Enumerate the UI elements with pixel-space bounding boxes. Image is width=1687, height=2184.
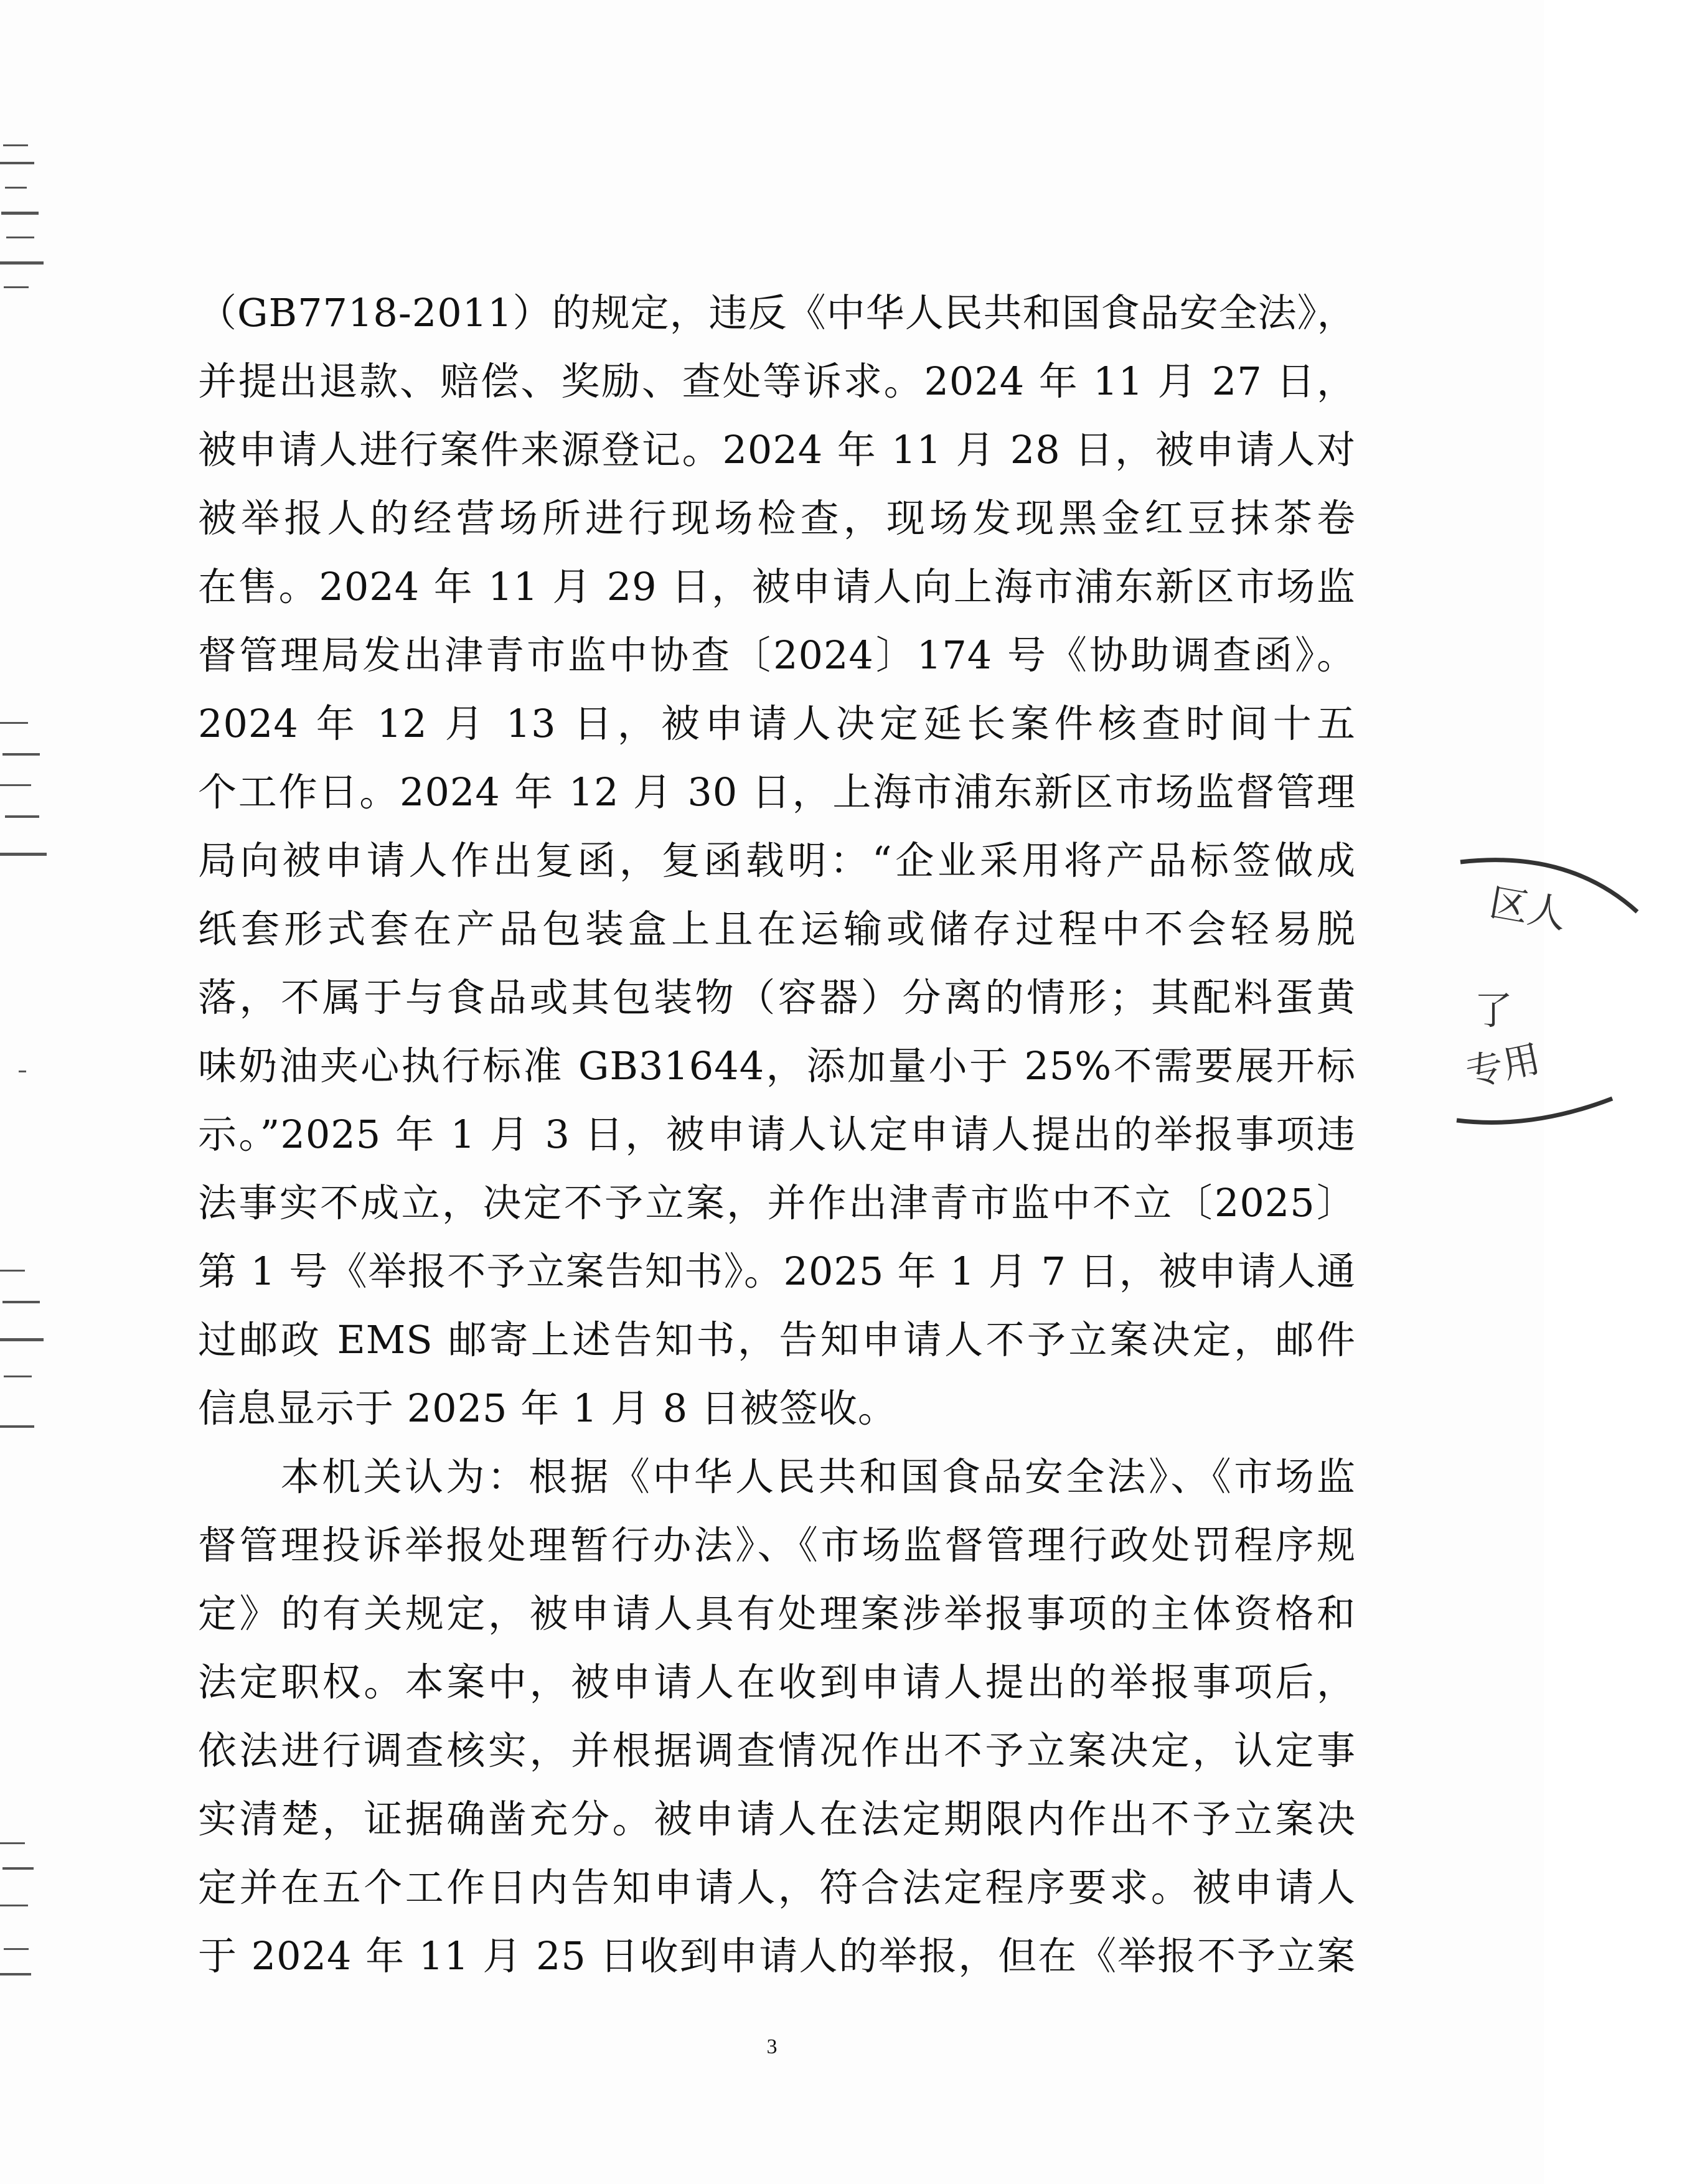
text-line: 纸套形式套在产品包装盒上且在运输或储存过程中不会轻易脱 (198, 906, 1356, 952)
text-line: 示。”2025 年 1 月 3 日，被申请人认定申请人提出的举报事项违 (198, 1112, 1356, 1157)
text-line: 督管理投诉举报处理暂行办法》、《市场监督管理行政处罚程序规 (198, 1522, 1356, 1568)
text-line: 在售。2024 年 11 月 29 日，被申请人向上海市浦东新区市场监 (198, 564, 1356, 609)
text-line: 2024 年 12 月 13 日，被申请人决定延长案件核查时间十五 (198, 701, 1356, 746)
page-number: 3 (766, 2035, 778, 2058)
text-line: 味奶油夹心执行标准 GB31644，添加量小于 25%不需要展开标 (198, 1043, 1356, 1089)
svg-text:了: 了 (1474, 988, 1513, 1033)
text-line: 于 2024 年 11 月 25 日收到申请人的举报，但在《举报不予立案 (198, 1933, 1356, 1979)
text-line: 过邮政 EMS 邮寄上述告知书，告知申请人不予立案决定，邮件 (198, 1317, 1356, 1362)
text-line: 第 1 号《举报不予立案告知书》。2025 年 1 月 7 日，被申请人通 (198, 1249, 1356, 1294)
text-line: 被申请人进行案件来源登记。2024 年 11 月 28 日，被申请人对 (198, 427, 1356, 472)
text-line: 实清楚，证据确凿充分。被申请人在法定期限内作出不予立案决 (198, 1796, 1356, 1842)
text-line: 法事实不成立，决定不予立案，并作出津青市监中不立〔2025〕 (198, 1180, 1356, 1226)
text-line: 定》的有关规定，被申请人具有处理案涉举报事项的主体资格和 (198, 1591, 1356, 1636)
text-line: （GB7718-2011）的规定，违反《中华人民共和国食品安全法》， (198, 290, 1356, 335)
text-line: 被举报人的经营场所进行现场检查，现场发现黑金红豆抹茶卷 (198, 495, 1356, 541)
text-line: 信息显示于 2025 年 1 月 8 日被签收。 (198, 1385, 897, 1431)
text-line: 定并在五个工作日内告知申请人，符合法定程序要求。被申请人 (198, 1865, 1356, 1910)
text-line: 本机关认为：根据《中华人民共和国食品安全法》、《市场监 (198, 1454, 1356, 1499)
text-line: 督管理局发出津青市监中协查〔2024〕174 号《协助调查函》。 (198, 632, 1356, 678)
text-line: 并提出退款、赔偿、奖励、查处等诉求。2024 年 11 月 27 日， (198, 359, 1356, 404)
text-line: 依法进行调查核实，并根据调查情况作出不予立案决定，认定事 (198, 1728, 1356, 1773)
official-seal (1450, 837, 1687, 1148)
svg-text:区人: 区人 (1486, 879, 1571, 938)
text-line: 法定职权。本案中，被申请人在收到申请人提出的举报事项后， (198, 1659, 1356, 1705)
text-line: 个工作日。2024 年 12 月 30 日，上海市浦东新区市场监督管理 (198, 769, 1356, 815)
text-line: 局向被申请人作出复函，复函载明：“企业采用将产品标签做成 (198, 838, 1356, 883)
svg-text:专用: 专用 (1462, 1037, 1544, 1095)
scan-edge-marks (0, 0, 56, 2184)
text-line: 落，不属于与食品或其包装物（容器）分离的情形；其配料蛋黄 (198, 975, 1356, 1020)
